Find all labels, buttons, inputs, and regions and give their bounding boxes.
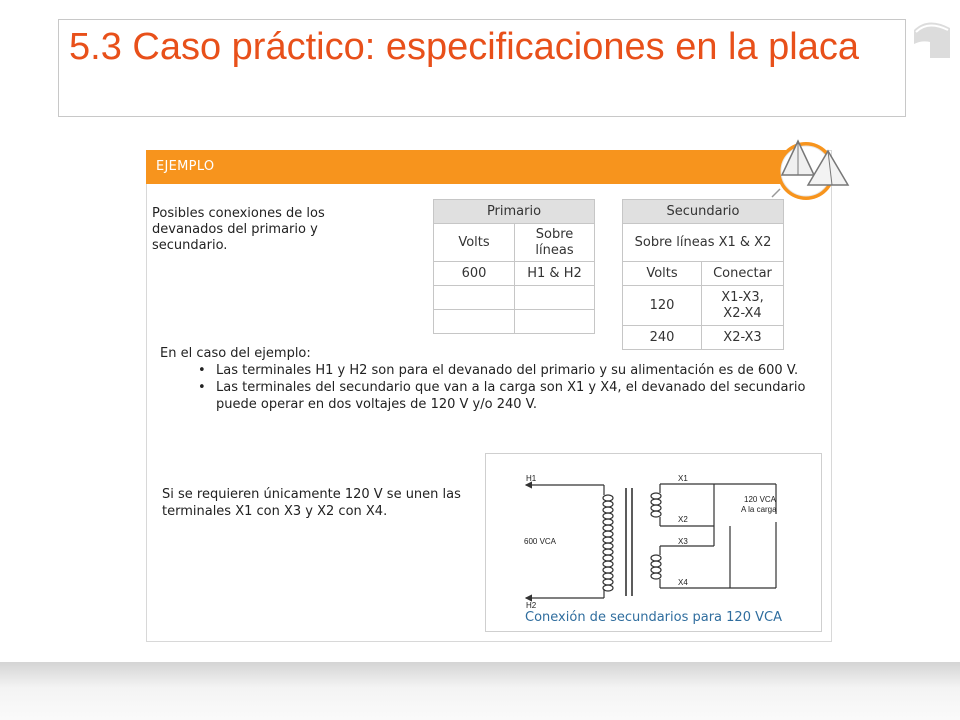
title-box bbox=[58, 19, 906, 117]
secundario-col-conectar: Conectar bbox=[702, 262, 784, 286]
intro-text: Posibles conexiones de los devanados del primario y secundario. bbox=[152, 206, 325, 253]
primario-col-lineas: Sobre líneas bbox=[515, 224, 595, 262]
secundario-cell: 240 bbox=[623, 326, 702, 350]
home-icon[interactable] bbox=[914, 18, 950, 58]
diagram-caption: Conexión de secundarios para 120 VCA bbox=[525, 610, 782, 625]
primario-cell bbox=[434, 286, 515, 310]
secundario-title: Secundario bbox=[623, 200, 784, 224]
secundario-subtitle: Sobre líneas X1 & X2 bbox=[623, 224, 784, 262]
pyramid-badge-icon bbox=[768, 131, 850, 203]
secundario-cell: 120 bbox=[623, 286, 702, 326]
label-x1: X1 bbox=[678, 474, 688, 483]
transformer-diagram bbox=[485, 453, 822, 632]
example-header-label: EJEMPLO bbox=[156, 159, 215, 174]
primario-cell bbox=[515, 286, 595, 310]
label-carga: A la carga bbox=[741, 505, 777, 514]
footer-band bbox=[0, 662, 960, 720]
case-bullet bbox=[198, 362, 840, 379]
secundario-cell: X2-X3 bbox=[702, 326, 784, 350]
secundario-table bbox=[622, 199, 784, 350]
label-x2: X2 bbox=[678, 515, 688, 524]
primario-cell: 600 bbox=[434, 262, 515, 286]
label-carga-volt: 120 VCA bbox=[744, 495, 777, 504]
case-bullet bbox=[198, 379, 840, 413]
label-h1: H1 bbox=[526, 474, 537, 483]
case-bullet-text: Las terminales H1 y H2 son para el devanado del primario y su alimentación es de 600 V. bbox=[216, 363, 799, 378]
label-primario: 600 VCA bbox=[524, 537, 557, 546]
bullet-icon: • bbox=[198, 363, 206, 378]
case-section bbox=[160, 345, 840, 413]
case-intro: En el caso del ejemplo: bbox=[160, 346, 311, 361]
label-x4: X4 bbox=[678, 578, 688, 587]
primario-cell: H1 & H2 bbox=[515, 262, 595, 286]
label-x3: X3 bbox=[678, 537, 688, 546]
primario-cell bbox=[515, 310, 595, 334]
primario-title: Primario bbox=[434, 200, 595, 224]
primario-table bbox=[433, 199, 595, 334]
primario-col-volts: Volts bbox=[434, 224, 515, 262]
label-h2: H2 bbox=[526, 601, 537, 610]
case-bullet-text: Las terminales del secundario que van a la carga son X1 y X4, el devanado del secundario puede operar en dos voltajes de 120 V y/o 240 V. bbox=[216, 380, 806, 412]
secundario-col-volts: Volts bbox=[623, 262, 702, 286]
bullet-icon: • bbox=[198, 380, 206, 395]
primario-cell bbox=[434, 310, 515, 334]
requirement-text: Si se requieren únicamente 120 V se unen las terminales X1 con X3 y X2 con X4. bbox=[162, 487, 461, 519]
case-bullet-list bbox=[160, 362, 840, 413]
example-header bbox=[146, 150, 808, 184]
page-title: 5.3 Caso práctico: especificaciones en la placa bbox=[69, 26, 860, 68]
secundario-cell: X1-X3, X2-X4 bbox=[702, 286, 784, 326]
